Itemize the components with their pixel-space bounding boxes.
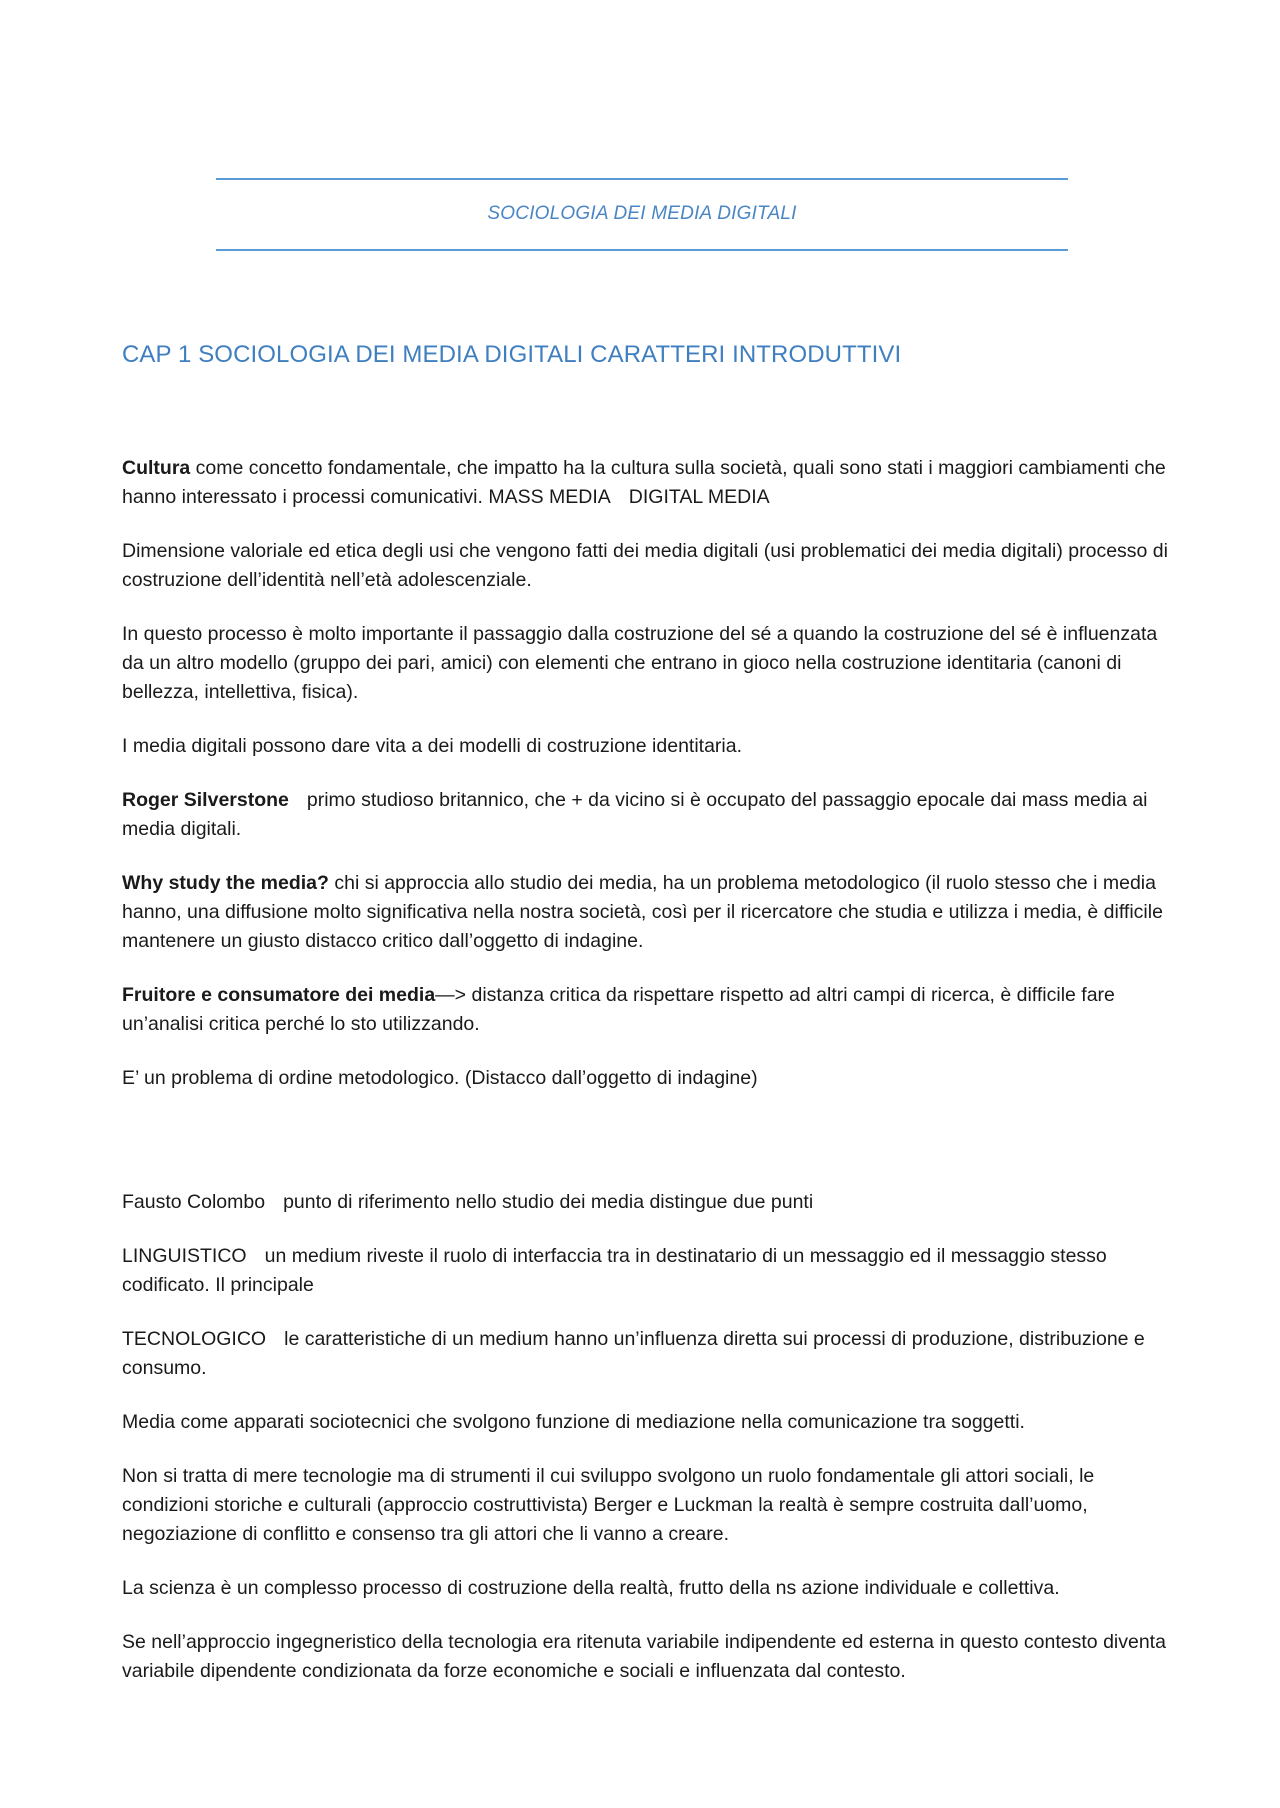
paragraph-5 xyxy=(122,786,1172,844)
paragraph-1 xyxy=(122,454,1172,512)
paragraph-13: Non si tratta di mere tecnologie ma di strumenti il cui sviluppo svolgono un ruolo fondamentale gli attori sociali, le condizioni storiche e culturali (approccio costruttivista) Berger e Luckman la realtà è sempre costruita dall’uomo, negoziazione di conflitto e consenso tra gli attori che li vanno a creare. xyxy=(122,1465,1095,1545)
paragraph-12: Media come apparati sociotecnici che svolgono funzione di mediazione nella comunicazione tra soggetti. xyxy=(122,1411,1025,1433)
term-why-study: Why study the media? xyxy=(122,872,329,894)
paragraph-7-text: —> distanza critica da rispettare rispetto ad altri campi di ricerca, è difficile fare un’analisi critica perché lo sto utilizzando. xyxy=(122,984,1115,1035)
paragraph-9 xyxy=(122,1188,1172,1217)
paragraph-1-extra: DIGITAL MEDIA xyxy=(628,486,770,508)
paragraph-10 xyxy=(122,1242,1172,1300)
paragraph-6-text: chi si approccia allo studio dei media, ha un problema metodologico (il ruolo stesso che i media hanno, una diffusione molto significativa nella nostra società, così per il ricercatore che studia e utilizza i media, è difficile mantenere un giusto distacco critico dall’oggetto di indagine. xyxy=(122,872,1163,952)
term-fausto-colombo: Fausto Colombo xyxy=(122,1191,266,1213)
paragraph-15: Se nell’approccio ingegneristico della tecnologia era ritenuta variabile indipendente ed esterna in questo contesto diventa variabile dipendente condizionata da forze economiche e sociali e influenzata dal contesto. xyxy=(122,1631,1166,1682)
paragraph-5-text: primo studioso britannico, che + da vicino si è occupato del passaggio epocale dai mass media ai media digitali. xyxy=(122,789,1148,840)
paragraph-1-text: come concetto fondamentale, che impatto ha la cultura sulla società, quali sono stati i maggiori cambiamenti che hanno interessato i processi comunicativi. MASS MEDIA xyxy=(122,457,1166,508)
header-title: SOCIOLOGIA DEI MEDIA DIGITALI xyxy=(487,203,797,224)
paragraph-8: E’ un problema di ordine metodologico. (Distacco dall’oggetto di indagine) xyxy=(122,1067,758,1089)
paragraph-11 xyxy=(122,1325,1172,1383)
paragraph-3: In questo processo è molto importante il passaggio dalla costruzione del sé a quando la costruzione del sé è influenzata da un altro modello (gruppo dei pari, amici) con elementi che entrano in gioco nella costruzione identitaria (canoni di bellezza, intellettiva, fisica). xyxy=(122,623,1158,703)
paragraph-10-text: un medium riveste il ruolo di interfaccia tra in destinatario di un messaggio ed il messaggio stesso codificato. Il principale xyxy=(122,1245,1107,1296)
term-cultura: Cultura xyxy=(122,457,191,479)
header-rule-bottom xyxy=(216,249,1068,251)
paragraph-6 xyxy=(122,869,1172,956)
document-body xyxy=(122,454,1172,1711)
term-roger-silverstone: Roger Silverstone xyxy=(122,789,289,811)
paragraph-9-text: punto di riferimento nello studio dei media distingue due punti xyxy=(283,1191,814,1213)
paragraph-7 xyxy=(122,981,1172,1039)
chapter-title: CAP 1 SOCIOLOGIA DEI MEDIA DIGITALI CARATTERI INTRODUTTIVI xyxy=(122,341,902,368)
paragraph-14: La scienza è un complesso processo di costruzione della realtà, frutto della ns azione individuale e collettiva. xyxy=(122,1577,1060,1599)
paragraph-2: Dimensione valoriale ed etica degli usi che vengono fatti dei media digitali (usi problematici dei media digitali) processo di costruzione dell’identità nell’età adolescenziale. xyxy=(122,540,1168,591)
term-tecnologico: TECNOLOGICO xyxy=(122,1328,267,1350)
section-gap xyxy=(122,1118,1172,1188)
paragraph-4: I media digitali possono dare vita a dei modelli di costruzione identitaria. xyxy=(122,735,743,757)
term-linguistico: LINGUISTICO xyxy=(122,1245,247,1267)
header-rule-top xyxy=(216,178,1068,180)
paragraph-11-text: le caratteristiche di un medium hanno un’influenza diretta sui processi di produzione, distribuzione e consumo. xyxy=(122,1328,1145,1379)
term-fruitore: Fruitore e consumatore dei media xyxy=(122,984,436,1006)
